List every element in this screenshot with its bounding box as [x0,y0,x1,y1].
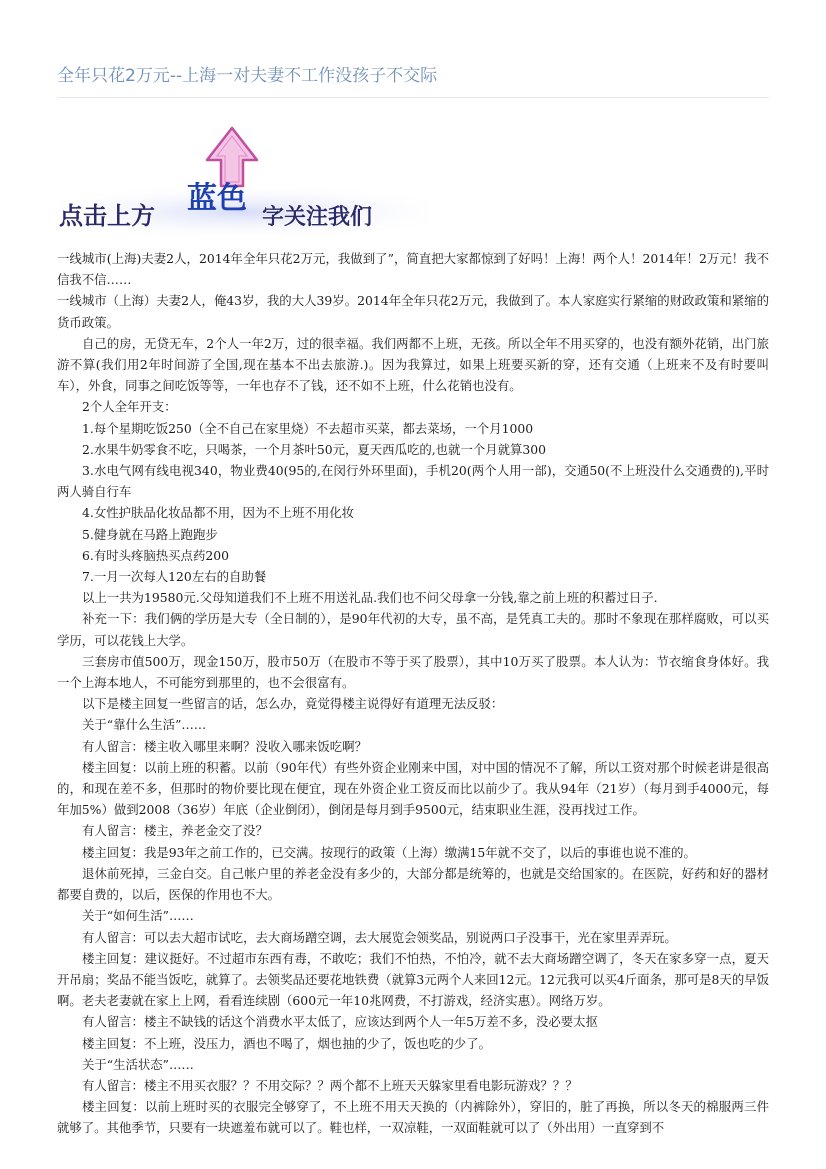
list-item: 6.有时头疼脑热买点药200 [82,547,229,563]
comment: 有人留言：楼主不缺钱的话这个消费水平太低了，应该达到两个人一年5万差不多，没必要太抠 [82,1014,598,1030]
comment: 有人留言：楼主不用买衣服？？不用交际？？两个都不上班天天躲家里看电影玩游戏？？？ [82,1077,578,1093]
article-body [57,248,769,1139]
list-item: 3.水电气网有线电视340，物业费40(95的,在闵行外环里面)，手机20(两个人用一部)，交通50(不上班没什么交通费的),平时两人骑自行车 [57,463,769,500]
paragraph: 以下是楼主回复一些留言的话，怎么办，竟觉得楼主说得好有道理无法反驳： [82,696,504,712]
paragraph: 一线城市（上海）夫妻2人，俺43岁，我的大人39岁。2014年全年只花2万元，我做到了。本人家庭实行紧缩的财政政策和紧缩的货币政策。 [57,293,769,330]
up-arrow-icon [207,128,257,186]
comment: 有人留言：楼主，养老金交了没？ [82,823,268,839]
comment: 有人留言：可以去大超市试吃，去大商场蹭空调，去大展览会领奖品，别说两口子没事干，光在家里弄弄玩。 [82,929,677,945]
follow-us-banner [57,126,429,236]
reply: 楼主回复：以前上班的积蓄。以前（90年代）有些外资企业刚来中国，对中国的情况不了解，所以工资对那个时候老讲是很高的，和现在差不多，但那时的物价要比现在便宜，现在外资企业工资反而比以前少了。我从94年（21岁）（每月到手4000元，每年加5%）做到2008（36岁）年底（企业倒闭），倒闭是每月到手9500元，结束职业生涯，没再找过工作。 [57,759,769,818]
title-divider [57,97,769,98]
banner-text-blue: 蓝色 [187,181,247,216]
list-item: 4.女性护肤品化妆品都不用，因为不上班不用化妆 [82,505,355,521]
comment: 有人留言：楼主收入哪里来啊？没收入哪来饭吃啊？ [82,738,367,754]
paragraph: 退休前死掉，三金白交。自己帐户里的养老金没有多少的，大部分都是统筹的，也就是交给国家的。在医院，好药和好的器材都要自费的，以后，医保的作用也不大。 [57,865,769,903]
banner-text-left: 点击上方 [59,202,155,230]
reply: 楼主回复：以前上班时买的衣服完全够穿了，不上班不用天天换的（内裤除外），穿旧的，脏了再换，所以冬天的棉服两三件就够了。其他季节，只要有一块遮羞布就可以了。鞋也样，一双凉鞋，一双面鞋就可以了（外出用）一直穿到不 [57,1099,769,1136]
paragraph: 自己的房，无贷无车，2个人一年2万，过的很幸福。我们两都不上班，无孩。所以全年不用买穿的，也没有额外花销，出门旅游不算(我们用2年时间游了全国,现在基本不出去旅游.)。因为我算过，如果上班要买新的穿，还有交通（上班来不及有时要叫车），外食，同事之间吃饭等等，一年也存不了钱，还不如不上班，什么花销也没有。 [57,335,769,394]
paragraph: 一线城市(上海)夫妻2人，2014年全年只花2万元，我做到了”，简直把大家都惊到了好吗！上海！两个人！2014年！2万元！我不信我不信…… [57,251,769,288]
list-item: 7.一月一次每人120左右的自助餐 [82,569,267,585]
list-item: 5.健身就在马路上跑跑步 [82,526,218,542]
section-heading: 关于“靠什么生活”…… [82,717,207,733]
banner-text-right: 字关注我们 [262,205,373,230]
reply: 楼主回复：我是93年之前工作的，已交满。按现行的政策（上海）缴满15年就不交了，以后的事谁也说不准的。 [82,844,696,860]
article-title: 全年只花2万元--上海一对夫妻不工作没孩子不交际 [57,66,438,86]
section-heading: 关于“生活状态”…… [82,1056,194,1072]
section-heading: 关于“如何生活”…… [82,908,194,924]
list-item: 1.每个星期吃饭250（全不自己在家里烧）不去超市买菜，都去菜场，一个月1000 [82,420,534,436]
paragraph: 三套房市值500万，现金150万，股市50万（在股市不等于买了股票），其中10万买了股票。本人认为：节衣缩食身体好。我一个上海本地人，不可能穷到那里的，也不会很富有。 [57,653,769,691]
reply: 楼主回复：建议挺好。不过超市东西有毒，不敢吃；我们不怕热，不怕冷，就不去大商场蹭空调了，冬天在家多穿一点，夏天开吊扇；奖品不能当饭吃，就算了。去领奖品还要花地铁费（就算3元两个人来回12元。12元我可以买4斤面条，那可是8天的早饭啊。老夫老妻就在家上上网，看看连续剧（600元一年10兆网费，不打游戏，经济实惠）。网络万岁。 [57,950,769,1009]
paragraph: 补充一下：我们俩的学历是大专（全日制的），是90年代初的大专，虽不高，是凭真工夫的。那时不象现在那样腐败，可以买学历，可以花钱上大学。 [57,611,769,648]
paragraph: 以上一共为19580元.父母知道我们不上班不用送礼品.我们也不问父母拿一分钱,靠之前上班的积蓄过日子. [82,590,658,606]
paragraph: 2个人全年开支： [82,399,177,415]
list-item: 2.水果牛奶零食不吃，只喝茶，一个月茶叶50元，夏天西瓜吃的,也就一个月就算300 [82,441,547,457]
reply: 楼主回复：不上班，没压力，酒也不喝了，烟也抽的少了，饭也吃的少了。 [82,1035,491,1051]
